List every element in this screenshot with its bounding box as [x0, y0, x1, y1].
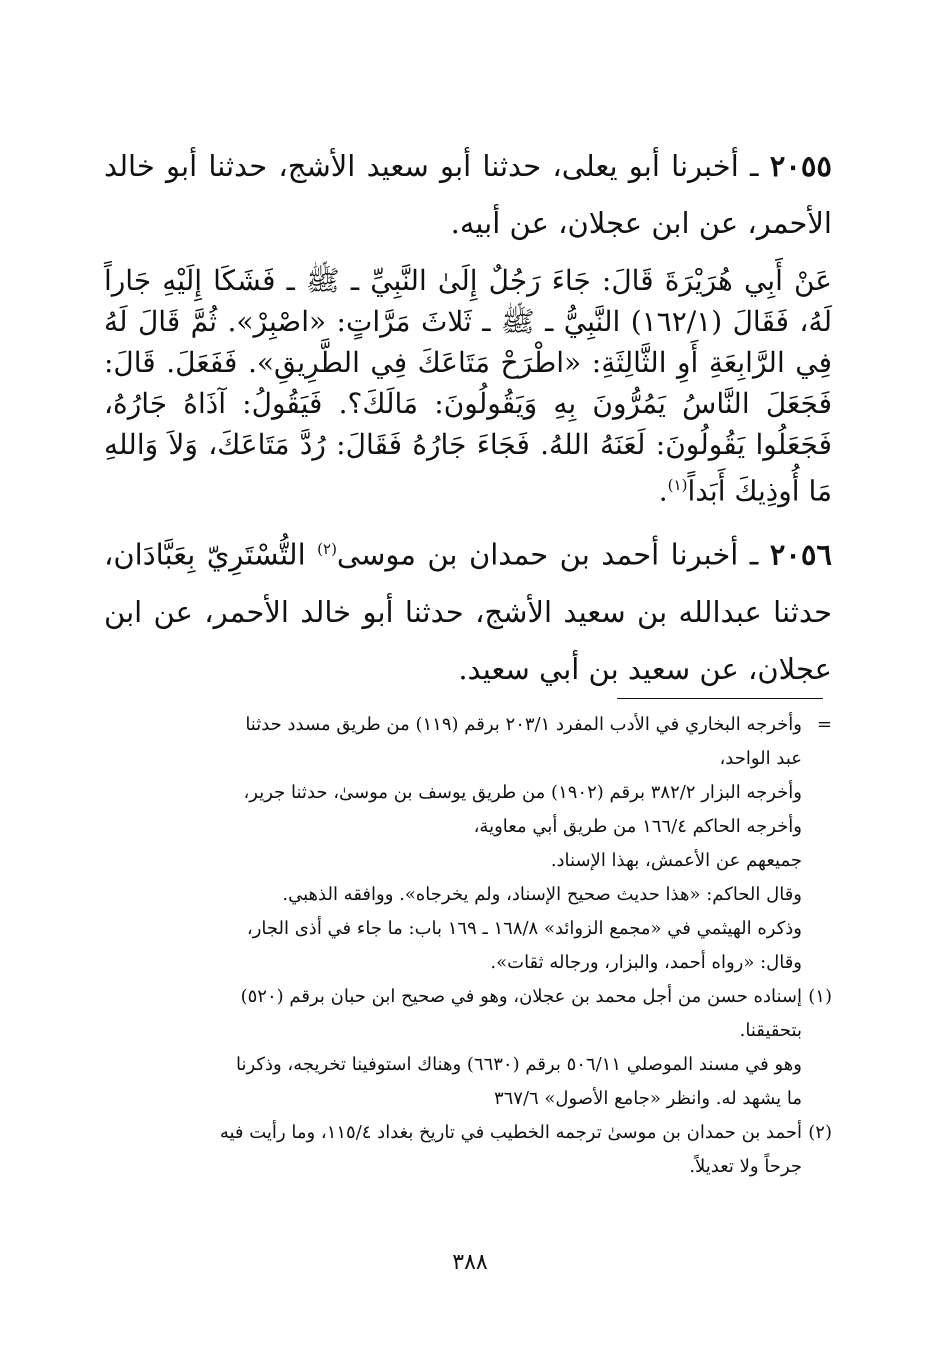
- paragraph-2056: [104, 521, 832, 698]
- matn-end: .: [658, 474, 668, 508]
- footnote-cont-line: وأخرجه البزار ٣٨٢/٢ برقم (١٩٠٢) من طريق يوسف بن موسىٰ، حدثنا جرير،: [243, 782, 802, 803]
- isnad-2055: ـ أخبرنا أبو يعلى، حدثنا أبو سعيد الأشج، حدثنا أبو خالد الأحمر، عن ابن عجلان، عن أبيه.: [104, 149, 832, 240]
- footnote-2: (٢)أحمد بن حمدان بن موسىٰ ترجمه الخطيب في تاريخ بغداد ١١٥/٤، وما رأيت فيه: [104, 1116, 832, 1150]
- footnote-ref-2: (٢): [317, 540, 337, 559]
- footnote-cont-line: وقال الحاكم: «هذا حديث صحيح الإسناد، ولم يخرجاه». ووافقه الذهبي.: [282, 884, 802, 905]
- paragraph-2055: [104, 138, 832, 252]
- footnote-cont-line: عبد الواحد،: [719, 748, 802, 769]
- footnote-1: (١)إسناده حسن من أجل محمد بن عجلان، وهو في صحيح ابن حبان برقم (٥٢٠): [104, 980, 832, 1014]
- hadith-number-2055: ٢٠٥٥: [769, 149, 832, 183]
- footnote-cont-line: =وأخرجه البخاري في الأدب المفرد ٢٠٣/١ برقم (١١٩) من طريق مسدد حدثنا: [104, 708, 832, 742]
- footnote-cont-line: وأخرجه الحاكم ١٦٦/٤ من طريق أبي معاوية،: [473, 816, 802, 837]
- footnote-1-line: ما يشهد له. وانظر «جامع الأصول» ٣٦٧/٦: [493, 1088, 802, 1109]
- footnote-cont-line: وذكره الهيثمي في «مجمع الزوائد» ١٦٨/٨ ـ ١٦٩ باب: ما جاء في أذى الجار،: [246, 918, 802, 939]
- footnote-ref-1: (١): [667, 476, 688, 494]
- footnote-2-line: جرحاً ولا تعديلاً.: [689, 1156, 802, 1177]
- page-number: ٣٨٨: [452, 1250, 488, 1275]
- footnotes: [104, 708, 832, 1184]
- footnote-1-line: بتحقيقنا.: [739, 1020, 802, 1041]
- continuation-mark: =: [816, 714, 832, 735]
- hadith-number-2056: ٢٠٥٦: [769, 537, 833, 572]
- footnote-1-mark: (١): [808, 986, 832, 1007]
- main-text: [104, 138, 832, 706]
- isnad-2056-a: ـ أخبرنا أحمد بن حمدان بن موسى: [336, 537, 770, 572]
- footnote-2-mark: (٢): [808, 1122, 832, 1143]
- footnote-1-line: وهو في مسند الموصلي ٥٠٦/١١ برقم (٦٦٣٠) وهناك استوفينا تخريجه، وذكرنا: [235, 1054, 802, 1075]
- matn-2055: عَنْ أَبِي هُرَيْرَةَ قَالَ: جَاءَ رَجُلٌ إِلَىٰ النَّبِيِّ ـ ﷺ ـ فَشَكَا إِلَيْهِ جَاراً لَهُ، فَقَالَ (١٦٢/١) النَّبِيُّ ـ ﷺ ـ ثَلاثَ مَرَّاتٍ: «اصْبِرْ». ثُمَّ قَالَ لَهُ فِي الرَّابِعَةِ أَوِ الثَّالِثَةِ: «اطْرَحْ مَتَاعَكَ فِي الطَّرِيقِ». فَفَعَلَ. قَالَ: فَجَعَلَ النَّاسُ يَمُرُّونَ بِهِ وَيَقُولُونَ: مَالَكَ؟. فَيَقُولُ: آذَاهُ جَارُهُ، فَجَعَلُوا يَقُولُونَ: لَعَنَهُ اللهُ. فَجَاءَ جَارُهُ فَقَالَ: رُدَّ مَتَاعَكَ، وَلاَ وَاللهِ مَا أُوذِيكَ أَبَداً: [104, 264, 832, 508]
- footnote-cont-line: وقال: «رواه أحمد، والبزار، ورجاله ثقات».: [490, 952, 802, 973]
- footnote-cont-line: جميعهم عن الأعمش، بهذا الإسناد.: [550, 850, 802, 871]
- footnote-separator: [617, 698, 823, 699]
- isnad-2056-b: التُّسْتَرِيّ بِعَبَّادَان، حدثنا عبدالله بن سعيد الأشج، حدثنا أبو خالد الأحمر، عن ابن عجلان، عن سعيد بن أبي سعيد.: [104, 537, 832, 686]
- hadith-text-2055: [104, 260, 832, 511]
